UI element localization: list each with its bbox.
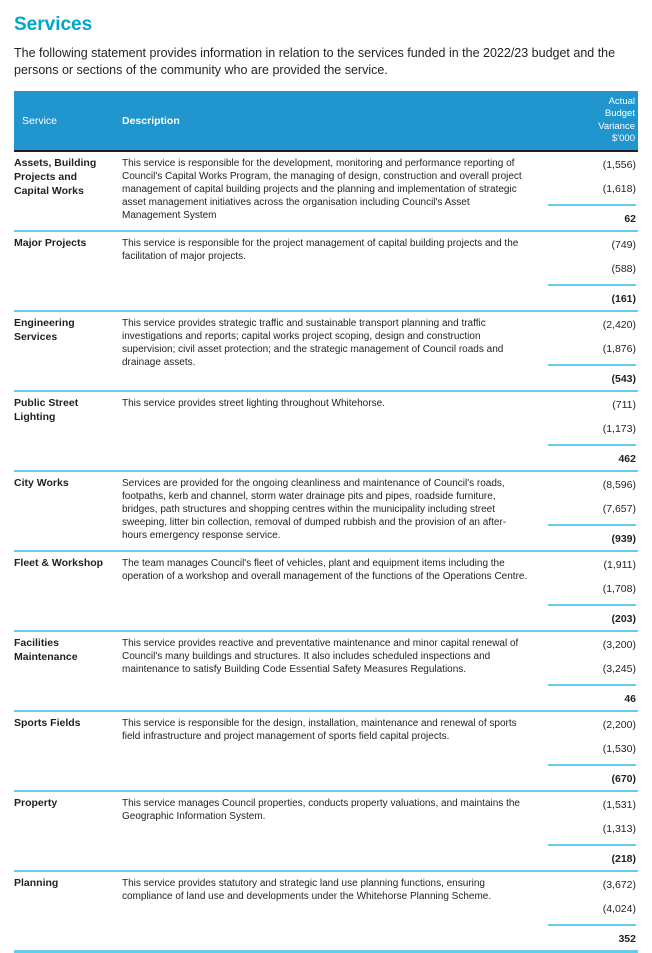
column-header-description: Description bbox=[122, 114, 180, 127]
service-description: This service is responsible for the development, monitoring and performance reporting of Council's Capital Works Program, the managing of design, construction and overall project management of capital building projects and the planning and implementation of strategic asset management initiatives across the organisation including Council's Asset Management System bbox=[122, 158, 522, 222]
service-figures bbox=[540, 552, 638, 630]
budget-value: (588) bbox=[611, 263, 636, 276]
variance-value: (670) bbox=[611, 773, 636, 786]
table-row bbox=[14, 630, 638, 710]
table-row bbox=[14, 152, 638, 230]
service-name: Property bbox=[14, 797, 58, 810]
intro-paragraph: The following statement provides information in relation to the services funded in the 2022/23 budget and the persons or sections of the community who are provided the service. bbox=[14, 46, 616, 77]
variance-rule bbox=[548, 444, 636, 446]
service-figures bbox=[540, 632, 638, 710]
table-row bbox=[14, 470, 638, 550]
service-figures bbox=[540, 792, 638, 870]
figures-header-line-actual: Actual bbox=[608, 96, 635, 107]
variance-value: 62 bbox=[624, 213, 636, 226]
service-figures bbox=[540, 392, 638, 470]
table-row bbox=[14, 710, 638, 790]
budget-value: (3,245) bbox=[602, 663, 636, 676]
service-figures bbox=[540, 872, 638, 950]
variance-rule bbox=[548, 604, 636, 606]
service-figures bbox=[540, 712, 638, 790]
variance-value: (161) bbox=[611, 293, 636, 306]
variance-value: (543) bbox=[611, 373, 636, 386]
variance-value: (218) bbox=[611, 853, 636, 866]
variance-value: (203) bbox=[611, 613, 636, 626]
table-row bbox=[14, 870, 638, 950]
variance-value: 352 bbox=[618, 933, 636, 946]
service-name: Major Projects bbox=[14, 237, 87, 250]
page-title: Services bbox=[14, 14, 93, 35]
figures-header-line-budget: Budget bbox=[604, 108, 635, 120]
service-description: This service provides strategic traffic and sustainable transport planning and traffic investigations and reports; capital works project scoping, design and construction supervision; civil asset protection; and the strategic management of Council roads and drainage assets. bbox=[122, 318, 504, 369]
variance-rule bbox=[548, 204, 636, 206]
service-name: Assets, Building Projects and Capital Works bbox=[14, 157, 97, 197]
service-name: Facilities Maintenance bbox=[14, 637, 78, 664]
service-figures bbox=[540, 312, 638, 390]
service-figures bbox=[540, 152, 638, 230]
service-figures bbox=[540, 232, 638, 310]
budget-value: (1,313) bbox=[602, 823, 636, 836]
service-description: This service provides street lighting throughout Whitehorse. bbox=[122, 398, 385, 410]
budget-value: (4,024) bbox=[602, 903, 636, 916]
table-row bbox=[14, 310, 638, 390]
services-table bbox=[14, 91, 638, 953]
actual-value: (8,596) bbox=[602, 479, 636, 492]
service-name: Planning bbox=[14, 877, 59, 890]
actual-value: (711) bbox=[612, 399, 636, 412]
actual-value: (1,556) bbox=[602, 159, 636, 172]
variance-value: 46 bbox=[624, 693, 636, 706]
budget-value: (1,876) bbox=[602, 343, 636, 356]
actual-value: (3,200) bbox=[602, 639, 636, 652]
service-description: This service manages Council properties, conducts property valuations, and maintains the Geographic Information System. bbox=[122, 798, 520, 823]
actual-value: (749) bbox=[611, 239, 636, 252]
variance-rule bbox=[548, 924, 636, 926]
variance-rule bbox=[548, 844, 636, 846]
actual-value: (2,420) bbox=[602, 319, 636, 332]
figures-header-line-variance: Variance bbox=[598, 120, 635, 132]
service-description: This service is responsible for the design, installation, maintenance and renewal of sports field infrastructure and project management of sports field capital projects. bbox=[122, 718, 517, 743]
budget-value: (1,530) bbox=[602, 743, 636, 756]
service-name: Public Street Lighting bbox=[14, 397, 79, 424]
table-row bbox=[14, 790, 638, 870]
column-header-service: Service bbox=[22, 114, 58, 127]
budget-value: (7,657) bbox=[602, 503, 636, 516]
table-row bbox=[14, 390, 638, 470]
service-figures bbox=[540, 472, 638, 550]
budget-value: (1,173) bbox=[602, 423, 636, 436]
service-description: This service is responsible for the project management of capital building projects and the facilitation of major projects. bbox=[122, 238, 519, 263]
variance-rule bbox=[548, 284, 636, 286]
variance-rule bbox=[548, 364, 636, 366]
figures-header-line-units: $'000 bbox=[612, 133, 635, 145]
variance-value: 462 bbox=[618, 453, 636, 466]
table-row bbox=[14, 550, 638, 630]
service-name: Fleet & Workshop bbox=[14, 557, 104, 570]
service-name: Sports Fields bbox=[14, 717, 81, 730]
table-header-row bbox=[14, 91, 638, 152]
service-description: The team manages Council's fleet of vehicles, plant and equipment items including the operation of a workshop and overall management of the functions of the Operations Centre. bbox=[122, 558, 528, 583]
variance-rule bbox=[548, 524, 636, 526]
service-name: City Works bbox=[14, 477, 69, 490]
service-name: Engineering Services bbox=[14, 317, 75, 344]
table-row bbox=[14, 230, 638, 310]
variance-rule bbox=[548, 764, 636, 766]
service-description: Services are provided for the ongoing cleanliness and maintenance of Council's roads, footpaths, kerb and channel, storm water drainage pits and pipes, roadside furniture, bridges, path structures and shopping centres within the municipality including street sweeping, litter bin collection, removal of dumped rubbish and the provision of an after-hours emergency response service. bbox=[122, 478, 507, 542]
budget-value: (1,708) bbox=[602, 583, 636, 596]
column-header-figures bbox=[540, 91, 638, 150]
variance-value: (939) bbox=[611, 533, 636, 546]
actual-value: (1,531) bbox=[602, 799, 636, 812]
service-description: This service provides statutory and strategic land use planning functions, ensuring compliance of land use and developments under the Whitehorse Planning Scheme. bbox=[122, 878, 492, 903]
budget-value: (1,618) bbox=[602, 183, 636, 196]
actual-value: (3,672) bbox=[602, 879, 636, 892]
actual-value: (2,200) bbox=[602, 719, 636, 732]
variance-rule bbox=[548, 684, 636, 686]
actual-value: (1,911) bbox=[603, 559, 636, 572]
service-description: This service provides reactive and preventative maintenance and minor capital renewal of Council's many buildings and structures. It also includes scheduled inspections and maintenance to satisfy Building Code Essential Safety Measures Regulations. bbox=[122, 638, 519, 676]
